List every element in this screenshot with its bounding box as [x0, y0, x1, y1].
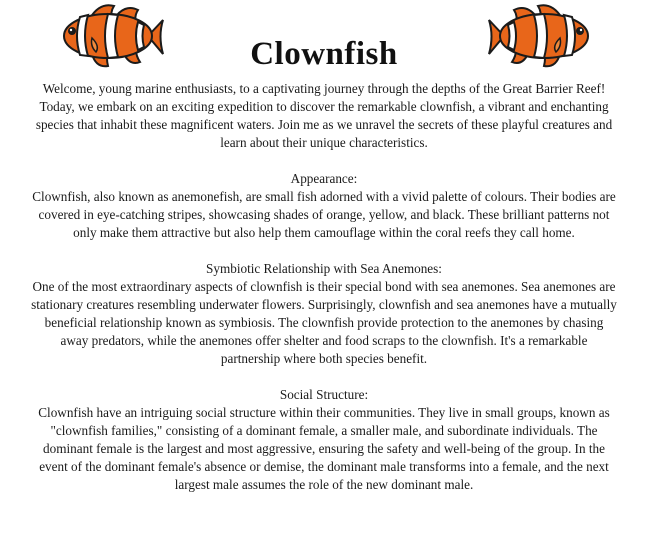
clownfish-icon: [489, 5, 588, 66]
section-heading-appearance: Appearance:: [290, 171, 358, 186]
page-title: Clownfish: [250, 36, 398, 73]
section-heading-symbiosis: Symbiotic Relationship with Sea Anemones:: [206, 261, 442, 276]
section-text-appearance: Clownfish, also known as anemonefish, are small fish adorned with a vivid palette of colours. Their bodies are covered in eye-catching stripes, showcasing shades of orange, yellow, and black. These brilliant patterns not only make them attractive but also help them camouflage within the coral reefs they call home.: [32, 189, 616, 240]
section-text-social-structure: Clownfish have an intriguing social structure within their communities. They live in small groups, known as "clownfish families," consisting of a dominant female, a smaller male, and subordinate individuals. The dominant female is the largest and most aggressive, ensuring the safety and well-being of the group. In the event of the dominant female's absence or demise, the dominant male transforms into a female, and the next largest male assumes the role of the new dominant male.: [38, 405, 610, 492]
intro-paragraph: Welcome, young marine enthusiasts, to a captivating journey through the depths of the Great Barrier Reef! Today, we embark on an exciting expedition to discover the remarkable clownfish, a vibrant and enchanting species that inhabit these magnificent waters. Join me as we unravel the secrets of these playful creatures and learn about their unique characteristics.: [35, 81, 613, 150]
article-body: [30, 80, 618, 494]
clownfish-illustration-right: [488, 0, 600, 72]
section-text-symbiosis: One of the most extraordinary aspects of clownfish is their special bond with sea anemones. Sea anemones are stationary creatures resembling underwater flowers. Surprisingly, clownfish and sea anemones have a mutually beneficial relationship known as symbiosis. The clownfish provide protection to the anemones by chasing away predators, while the anemones offer shelter and food scraps to the clownfish. It's a remarkable partnership where both species benefit.: [31, 279, 617, 366]
section-heading-social-structure: Social Structure:: [279, 387, 369, 402]
